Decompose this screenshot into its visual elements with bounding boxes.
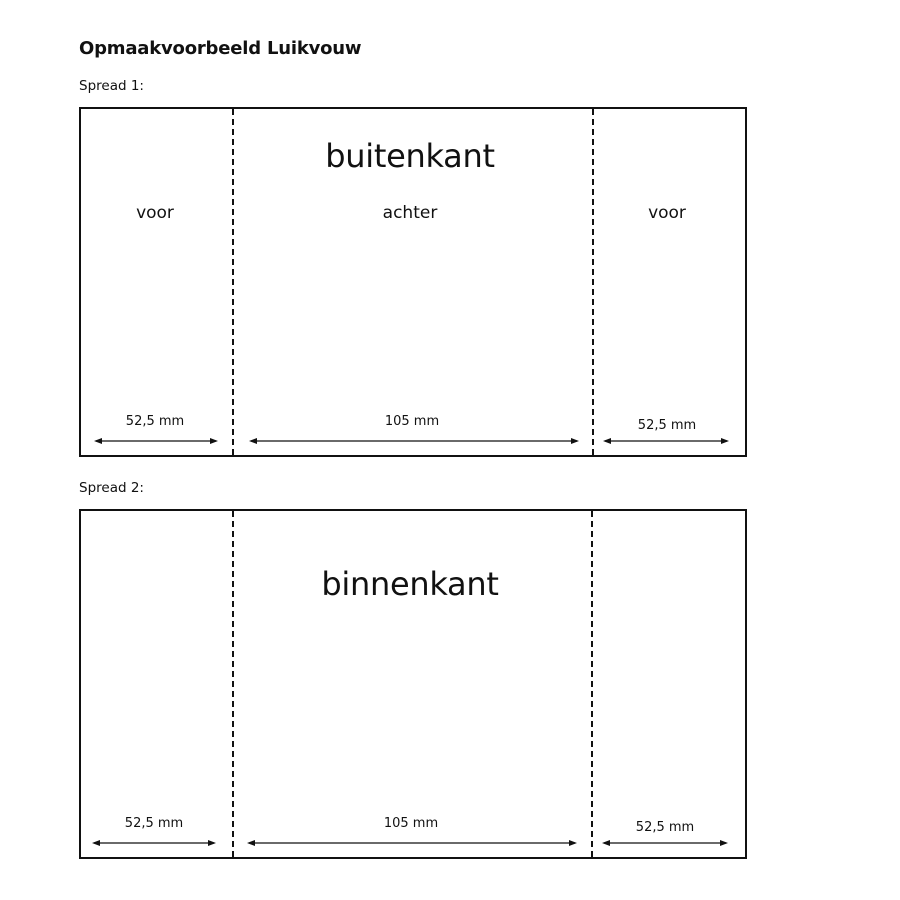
page-title: Opmaakvoorbeeld Luikvouw [79, 38, 362, 59]
spread-1-diagram [79, 107, 747, 457]
panel-left-label: voor [136, 203, 174, 223]
spread-heading: buitenkant [325, 137, 495, 175]
panel-left-width: 52,5 mm [124, 816, 184, 831]
panel-center-width: 105 mm [384, 414, 440, 429]
double-arrow-icon [603, 436, 729, 446]
spread-1-label: Spread 1: [79, 78, 144, 94]
spread-2-diagram [79, 509, 747, 859]
panel-right-width: 52,5 mm [637, 418, 697, 433]
panel-right-width: 52,5 mm [635, 820, 695, 835]
fold-line-right [592, 109, 594, 455]
double-arrow-icon [247, 838, 577, 848]
panel-center-width: 105 mm [383, 816, 439, 831]
double-arrow-icon [92, 838, 216, 848]
spread-2-label: Spread 2: [79, 480, 144, 496]
fold-line-left [232, 109, 234, 455]
double-arrow-icon [602, 838, 728, 848]
panel-left-width: 52,5 mm [125, 414, 185, 429]
spread-heading: binnenkant [321, 565, 499, 603]
panel-right-label: voor [648, 203, 686, 223]
panel-center-label: achter [382, 203, 438, 223]
fold-line-left [232, 511, 234, 857]
double-arrow-icon [249, 436, 579, 446]
fold-line-right [591, 511, 593, 857]
double-arrow-icon [94, 436, 218, 446]
